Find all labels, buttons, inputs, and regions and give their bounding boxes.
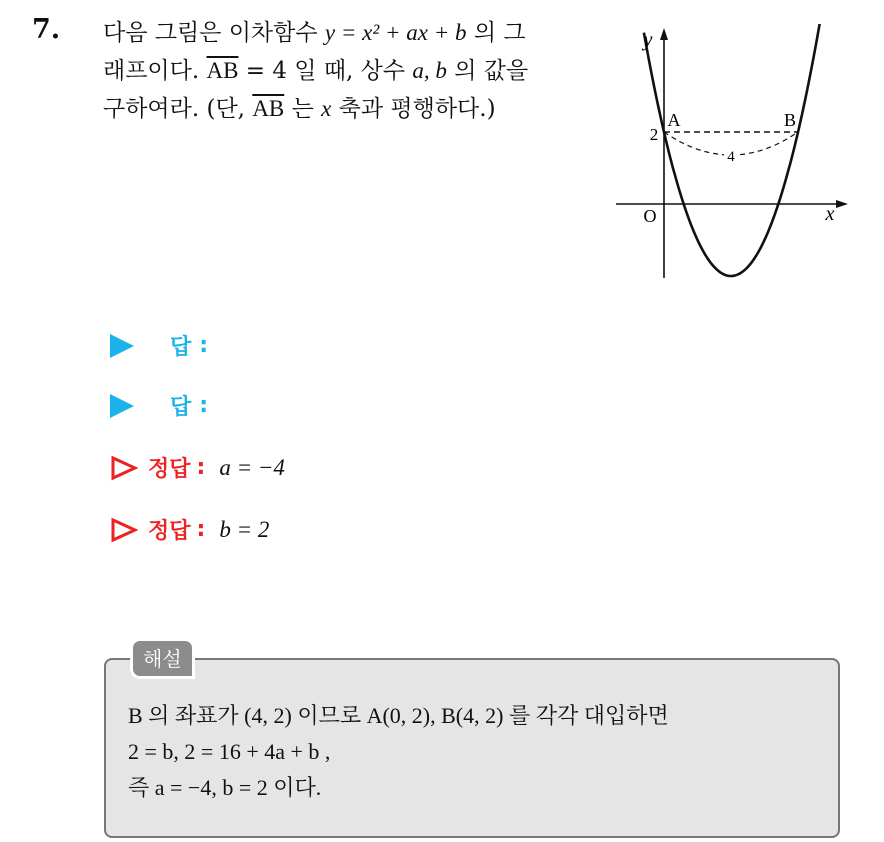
parabola-curve [644,24,848,276]
correct-answer-label: 정답 [148,457,191,482]
x-axis-arrow-icon [836,200,848,208]
solution-tag: 해설 [130,638,195,679]
point-a-label: A [667,110,681,130]
correct-answer-value: a = −4 [219,454,285,480]
correct-answer-label: 정답 [148,519,191,544]
correct-answer-value: b = 2 [219,516,270,542]
outline-triangle-icon [110,455,138,481]
answer-row-1: 답 : [110,330,208,361]
y-axis-label: y [643,29,653,51]
solution-line-2: 2 = b, 2 = 16 + 4a + b , [128,739,331,764]
solution-text [128,698,669,806]
play-icon [110,394,134,418]
segment-length-label: 4 [727,149,735,165]
play-icon [110,334,134,358]
question-text [103,14,593,128]
answer-row-2: 답 : [110,390,208,421]
question-line-3: 구하여라. (단, $\overline{AB}$ 는 x 축과 평행하다.) [103,96,496,122]
question-line-2: 래프이다. $\overline{AB} = 4$ 일 때, 상수 a, b 의 값을 [103,58,529,84]
origin-label: O [643,206,657,226]
outline-triangle-icon [110,517,138,543]
parabola-graph [612,24,856,280]
y-tick-label: 2 [649,125,659,144]
y-axis-arrow-icon [660,28,668,40]
solution-line-1: B 의 좌표가 (4, 2) 이므로 A(0, 2), B(4, 2) 를 각각 대입하면 [128,703,669,728]
x-axis-label: x [825,203,835,225]
question-number: 7. [32,14,61,45]
solution-box [104,658,840,838]
correct-answer-row-2: 정답 : b = 2 [110,514,269,545]
formula: y = x² + ax + b [324,20,467,45]
answer-label: 답 [170,335,192,360]
solution-line-3: 즉 a = −4, b = 2 이다. [128,775,322,800]
question-line-1: 다음 그림은 이차함수 y = x² + ax + b 의 그 [103,20,526,46]
answer-label: 답 [170,395,192,420]
segment-ab: $\overline{AB}$ [206,58,239,83]
point-b-label: B [783,110,797,130]
segment-ab: $\overline{AB}$ [252,96,285,121]
correct-answer-row-1: 정답 : a = −4 [110,452,285,483]
